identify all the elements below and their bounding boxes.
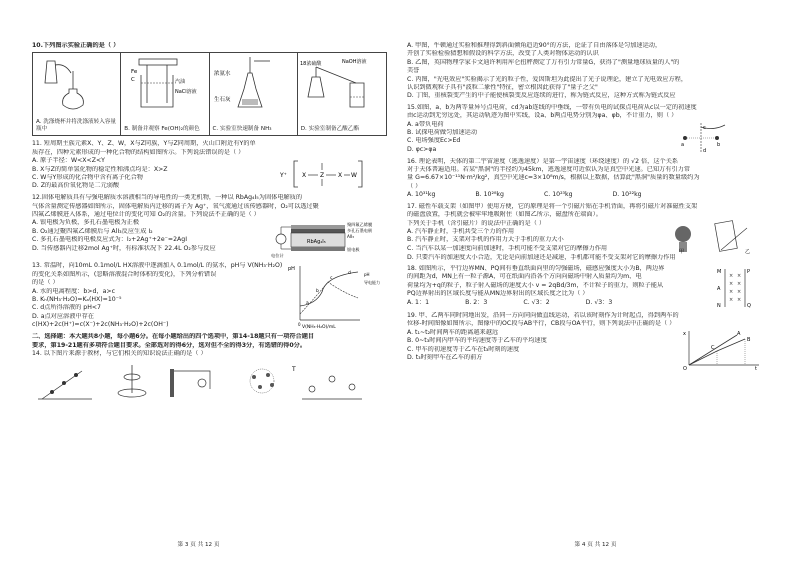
svg-text:×: × [737,280,742,287]
rbag4i5-label: RbAg₄I₅ [307,239,326,246]
q15-option-d: D. φc>φa [407,145,437,153]
q11-option-a: A. 原子半径：W<X<Z<Y [32,157,105,165]
fe-oh2-apparatus [121,53,203,113]
fe-label: Fe [131,69,138,76]
q11-line-0: 11. 短周期主族元素X、Y、Z、W，X与Z同族，Y与Z同周期，火山口附近有Y的单 [32,140,256,148]
nacl-label: NaCl溶液 [175,89,197,96]
point-c: c [330,276,333,282]
q13-line-1: 的变化关系如图所示，(忽略溶液混合时体积的变化)，下列分析错误 [32,270,217,278]
q13-line-0: 13. 常温时，向10mL 0.1mol/L HX溶液中逐滴加入 0.1mol/L 的氨水，pH与 V(NH₃·H₂O) [32,262,282,270]
q17-line-0: 17. 磁性车载支架（如图甲）使用方便，它的原理是将一个引磁片贴在手机背面，再将引磁片对准磁性支架 [407,202,698,210]
graph-ylabel: pH [288,266,295,273]
graph-xlabel: V(NH₃·H₂O)/mL [302,325,336,331]
q16-line-1: 对于天体普遍适用。若某"黑洞"的半径约为45km，逃逸速度可近似认为是真空中光速。已知万有引力常 [407,166,691,174]
q19-line-0: 19. 甲、乙两车同时同地出发，沿同一方向同向做直线运动，若以该时刻作为计时起点，得到两车的 [407,311,679,319]
q13-line-2: 的是（ ） [32,279,59,287]
axis-t-label: t [755,365,757,371]
q11-option-c: C. W与Y形成的化合物中含有离子化合物 [32,174,143,182]
q14-option-a-line-1: 开创了实验检验猜想和假设的科学方法，改变了人类对物体运动的认识 [407,50,599,58]
source-a-label: A [717,285,721,292]
q11-structure-diagram [276,157,376,191]
legend-ph: pH [364,272,370,278]
left-page-footer: 第 3 页 共 12 页 [177,542,220,548]
point-b: b [316,289,319,295]
q16-line-0: 16. 理论表明，天体的第二宇宙速度（逃逸速度）是第一宇宙速度（环绕速度）的 √2 倍，这个关系 [407,157,679,165]
q16-line-3: （ ） [407,182,422,190]
boundary-q-label: Q [747,302,751,309]
y-ion-label: Y⁺ [280,172,287,180]
silver-label: 银电极 [347,247,360,253]
q10-cell-c [210,53,298,135]
q10-cell-d [298,53,386,135]
q17-option-a: A. 汽车静止时，手机共受三个力的作用 [407,227,515,235]
charge-b-label: b [717,141,721,148]
ali3-label: AlI₃ [347,234,354,240]
q11-option-b: B. X与Z的简单氢化物的稳定性和沸点均是：X>Z [32,165,168,173]
q13-option-d: D. a点对应溶液中存在 [32,312,94,320]
c-label: C [131,77,136,84]
graphite-label: 多孔石墨电极 [347,228,373,234]
q10-caption-c: C. 实验室快速制备 NH₃ [212,126,272,133]
q12-line-0: 12.固体电解质具有与强电解质水溶液相当的导电性的一类无机物，一种以 RbAg₄I₅为固体电解质的 [32,194,303,202]
right-page [397,0,794,562]
meter-label: 电位计 [271,253,284,259]
point-d-label: d [703,147,707,154]
q11-line-1: 质存在，四种元素形成的一种化合物的结构如图所示。下列说法错误的是（ ） [32,148,245,156]
washing-transfer-illustration [33,53,115,113]
w-label: W [351,172,357,180]
q19-line-1: 位移-时间图像如图所示，图像中的OC段与AB平行，CB段与OA平行，则下列说法中正确的是（ ） [407,320,676,328]
q16-option-b: B. 10²⁸kg [475,191,504,199]
q18-option-d: D. √3：3 [585,298,613,306]
svg-text:×: × [729,272,734,279]
membrane-label: 聚四氟乙烯膜 [347,222,373,228]
fig-jia-label: 甲 [679,248,685,254]
q16-option-a: A. 10³¹kg [407,191,436,199]
q18-option-b: B. 2：3 [465,298,488,306]
q13-option-d-cont: c(HX)+2c(H⁺)=c(X⁻)+2c(NH₃·H₂O)+2c(OH⁻) [32,321,169,329]
point-a-label: A [737,330,741,337]
svg-text:×: × [729,288,734,295]
q19-xt-graph [681,329,761,371]
q17-option-d: D. 只要汽车的加速度大小合适，无论是向前加速还是减速，手机都可能不受支架对它的摩擦力作用 [407,253,676,261]
boundary-n-label: N [717,302,721,309]
q10-title: 10.下列图示实验正确的是（ ） [32,42,120,49]
naoh-label: NaOH溶液 [341,59,367,66]
q12-option-a: A. 银电极为负极，多孔石墨电极为正极 [32,219,140,227]
q12-sensor-diagram [271,219,381,259]
axis-x-label: x [683,330,686,337]
point-d: d [348,271,351,277]
section2-line-0: 二、选择题：本大题共8小题，每小题6分。在每小题给出的四个选项中，第14-18题只有一项符合题目 [32,333,315,341]
z-center-label: Z [320,172,325,180]
q15-option-b: B. 试探电荷做匀加速运动 [407,129,478,137]
q15-line-0: 15.如图，a、b为两等量异号点电荷，cd为ab连线的中垂线，一带有负电的试探点电荷从c以一定的初速度 [407,103,697,111]
charge-a-label: a [681,141,685,148]
cao-label: 生石灰 [213,97,231,104]
q13-option-c: C. d点所得溶液的 pH<7 [32,304,101,312]
q19-option-c: C. 甲车的初速度等于乙车在t₃时刻的速度 [407,345,520,353]
q14-t-label: T [292,365,296,373]
q18-line-1: 的间距为d，MN上有一粒子源A，可在纸面内沿各个方向向磁场中射入质量均为m、电 [407,273,642,281]
q10-figure-table [32,52,387,136]
q16-option-c: C. 10²³kg [543,191,573,199]
q13-ph-graph [286,262,382,330]
right-page-footer: 第 4 页 共 12 页 [574,542,617,548]
svg-text:×: × [729,296,734,303]
q14-option-a-line-0: A. 甲图，牛顿通过实验和推理得到斜面倾角趋近90°的方法，论证了自由落体是匀加速运动， [407,42,662,49]
q14-option-d: D. 丁图，重核裂变产生的中子能使核裂变反应连续的进行，称为链式反应，这种方式称为链式反应 [407,92,676,100]
q19-option-a: A. t₁~t₂时间两车的距离越来越远 [407,328,499,336]
q18-option-c: C. √3：2 [523,298,550,306]
q16-line-2: 量 G=6.67×10⁻¹¹N·m²/kg²，真空中光速c=3×10⁸m/s，根据以上数据，估算此"黑洞"质量的数量级约为 [407,174,700,182]
q12-line-1: 气体含量测定传感器如图所示，固体电解质内迁移的离子为 Ag⁺，氧气流通过该传感器时，O₂可以透过聚 [32,202,319,210]
svg-text:×: × [737,288,742,295]
sulfuric-label: 18浓硫酸 [299,61,322,68]
q11-option-d: D. Z的最高价氧化物是二元弱酸 [32,182,120,190]
q15-line-1: 由c运动到无穷远处，其运动轨迹为图中实线，设a、b两点电势分别为φa、φb，不计重力，则（ ） [407,112,678,120]
svg-text:×: × [737,272,742,279]
q14-figures [32,359,372,403]
q16-option-d: D. 10²²kg [612,191,642,199]
q14-option-c-line-1: 认识到微观粒子具有"波粒二象性"特征，密立根因此获得了"量子之父" [407,84,598,92]
q18-line-0: 18. 如图所示，平行边界MN、PQ间有垂直纸面向里的匀强磁场，磁感应强度大小为B，两边界 [407,264,665,272]
q10-caption-b: B. 制备并观察 Fe(OH)₂的颜色 [124,126,200,133]
point-b-label: B [747,336,751,343]
point-c-label: c [703,124,706,131]
q12-option-b: B. O₂通过聚四氟乙烯膜后与 AlI₃反应生成 I₂ [32,227,153,235]
q18-line-3: PQ边界射出的区域长度与能从MN边界射出的区域长度之比为（ ） [407,290,589,298]
origin-label: O [683,365,687,371]
q13-option-a: A. 水的电离程度：b>d，a>c [32,287,115,295]
q18-line-2: 荷量均为+q的粒子，粒子射入磁场的速度大小 v = 2qBd/3m，不计粒子的重力，则粒子能从 [407,281,664,289]
q19-option-b: B. 0~t₃时间内甲车的平均速度等于乙车的平均速度 [407,337,547,345]
q15-option-a: A. a带负电荷 [407,120,444,128]
q17-option-b: B. 汽车静止时，支架对手机的作用力大于手机的重力大小 [407,236,564,244]
q10-cell-b [121,53,209,135]
q10-caption-d: D. 实验室制备乙酸乙酯 [300,126,359,133]
point-c-label-19: C [711,344,715,351]
q19-option-d: D. t₃时刻甲车在乙车的前方 [407,353,483,361]
oil-label: 汽油 [175,79,186,86]
legend-conductivity: 导电能力 [364,280,380,286]
x-tick-0: 0 [298,322,301,328]
nh3-apparatus [210,53,292,113]
q18-field-diagram [711,265,761,309]
q13-option-b: B. Kₕ(NH₃·H₂O)=Kₐ(HX)=10⁻⁵ [32,296,122,304]
q15-option-c: C. 电场强度Ec>Ed [407,137,461,145]
fig-yi-label: 乙 [745,248,751,254]
q10-caption-a: A. 洗涤烧杯并将洗涤液转入容量瓶中 [36,119,117,133]
x-left-label: X [302,172,307,180]
q14-option-c-line-0: C. 丙图，"光电效应"实验揭示了光的粒子性，爱因斯坦为此提出了光子说理论，建立了光电效应方程， [407,75,688,83]
ester-apparatus [298,53,380,113]
q17-line-1: 的磁盘放置，手机就会被牢牢地吸附住（如图乙所示，磁盘所在端面）。 [407,211,602,219]
q14-option-b-line-1: 美誉 [407,67,420,75]
svg-text:×: × [737,296,742,303]
q12-option-d: D. 当传感器内迁移2mol Ag⁺时，有标准状况下 22.4L O₂参与反应 [32,244,216,252]
q12-option-c: C. 多孔石墨电极的电极反应式为：I₂+2Ag⁺+2e⁻=2AgI [32,236,188,244]
q14-option-b-line-0: B. 乙图，英国物理学家卡文迪许利用库仑扭秤测定了万有引力常量G，获得了"测量地球质量的人"的 [407,58,680,66]
point-a: a [306,301,309,307]
q14-stem: 14. 以下图片来源于教材，与它们相关的知识说法正确的是（ ） [32,350,207,358]
x-right-label: X [338,172,343,180]
q17-option-c: C. 当汽车以某一加速度向前加速时，手机可能不受支架对它的摩擦力作用 [407,244,608,252]
ammonia-label: 浓氨水 [213,71,231,78]
q17-phone-holder-figure [661,220,761,254]
boundary-p-label: P [747,268,751,275]
q12-line-2: 四氟乙烯膜进入体系，通过电位计的变化可知 O₂的含量。下列说法不正确的是（ ） [32,211,260,219]
boundary-m-label: M [717,268,722,275]
q18-option-a: A. 1：1 [407,298,430,306]
q17-line-2: 下列关于手机（含引磁片）的说法中正确的是（ ） [407,219,546,227]
q15-charge-diagram [661,121,741,155]
section2-line-1: 要求，第19-21题有多项符合题目要求。全部选对的得6分，选对但不全的得3分，有选错的得0分。 [32,341,307,349]
svg-text:×: × [729,280,734,287]
q10-cell-a [33,53,121,135]
